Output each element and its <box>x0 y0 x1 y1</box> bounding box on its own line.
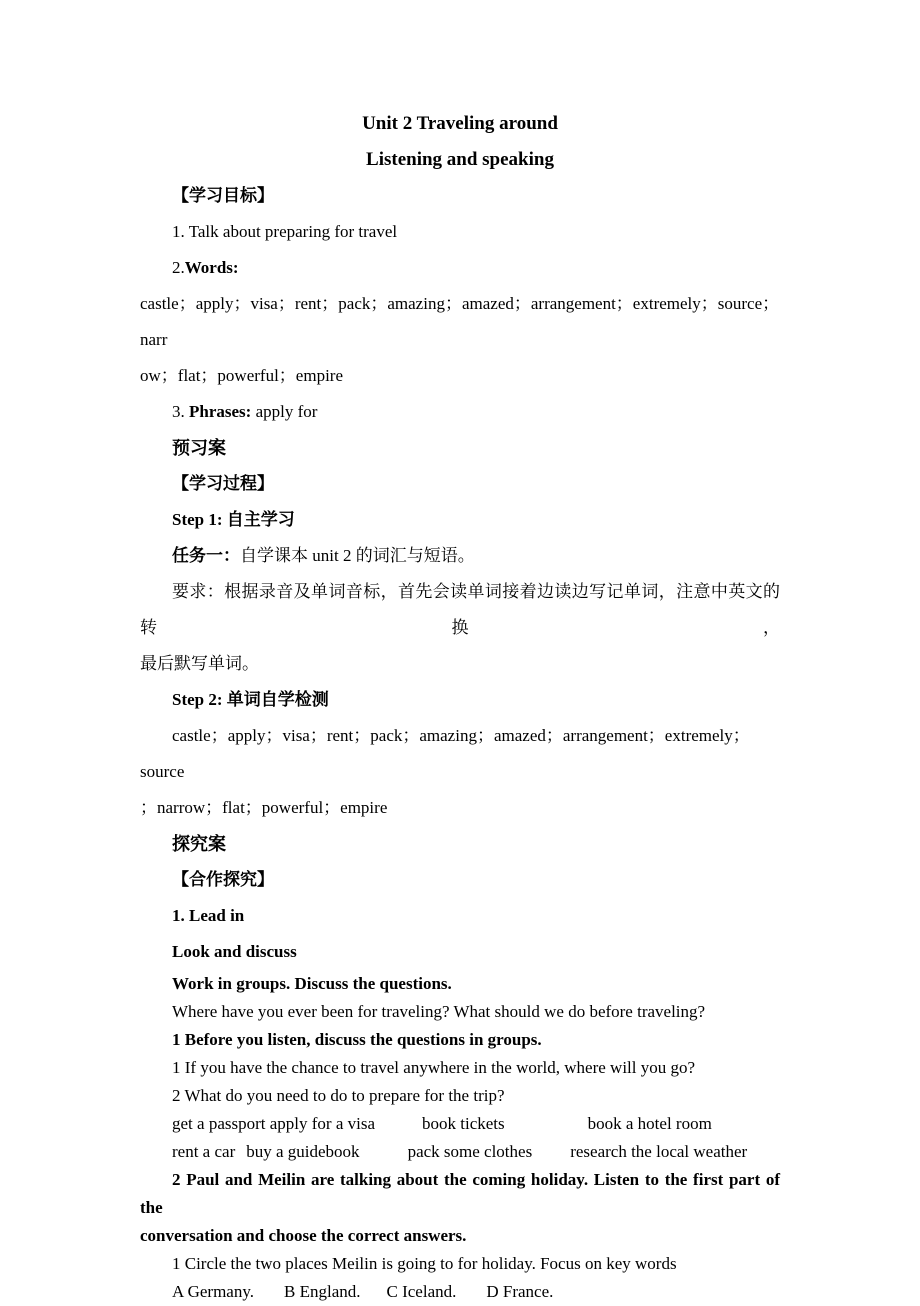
look-and-discuss-heading: Look and discuss <box>172 942 297 961</box>
prep-option: pack some clothes <box>407 1142 533 1161</box>
prep-option: research the local weather <box>570 1142 748 1161</box>
goal-3-label: Phrases: <box>189 402 252 421</box>
prep-option: book a hotel room <box>587 1114 712 1133</box>
requirement-line-2: 最后默写单词。 <box>140 654 259 673</box>
inquiry-case-header: 探究案 <box>172 834 226 854</box>
prep-option: rent a car <box>172 1142 236 1161</box>
preview-case-header: 预习案 <box>172 438 226 458</box>
goal-3-number: 3. <box>172 402 189 421</box>
work-in-groups-heading: Work in groups. Discuss the questions. <box>172 974 452 993</box>
before-listen-heading: 1 Before you listen, discuss the questions in groups. <box>172 1030 542 1049</box>
goals-header: 【学习目标】 <box>172 186 274 205</box>
option-b: B England. <box>284 1282 361 1301</box>
goal-item-3 <box>140 394 780 430</box>
question-1: 1 If you have the chance to travel anywhere in the world, where will you go? <box>172 1058 696 1077</box>
requirement-line-1: 要求：根据录音及单词音标，首先会读单词接着边读边写记单词，注意中英文的转换， <box>140 582 780 637</box>
question-2: 2 What do you need to do to prepare for the trip? <box>172 1086 505 1105</box>
option-d: D France. <box>486 1282 554 1301</box>
goal-item-1: 1. Talk about preparing for travel <box>172 222 398 241</box>
discussion-question: Where have you ever been for traveling? What should we do before traveling? <box>172 1002 706 1021</box>
step-2-heading: Step 2: 单词自学检测 <box>172 690 329 709</box>
word-list-line-1: castle；apply；visa；rent；pack；amazing；amazed；arrangement；extremely；source；narr <box>140 294 780 349</box>
goal-2-number: 2. <box>172 258 185 277</box>
task-1-text: 自学课本 unit 2 的词汇与短语。 <box>240 546 475 565</box>
listening-task-line-1: 2 Paul and Meilin are talking about the coming holiday. Listen to the first part of the <box>140 1170 780 1217</box>
task-1-line <box>140 538 780 574</box>
process-header: 【学习过程】 <box>172 474 274 493</box>
prep-option: get a passport apply for a visa <box>172 1114 375 1133</box>
prep-options-row-1 <box>140 1110 780 1138</box>
step-1-heading: Step 1: 自主学习 <box>172 510 295 529</box>
lead-in-heading: 1. Lead in <box>172 906 245 925</box>
option-a: A Germany. <box>172 1282 254 1301</box>
goal-3-text: apply for <box>251 402 318 421</box>
circle-task: 1 Circle the two places Meilin is going to for holiday. Focus on key words <box>172 1254 677 1273</box>
task-1-label: 任务一： <box>172 546 240 565</box>
goal-item-2 <box>140 250 780 286</box>
word-check-line-1: castle；apply；visa；rent；pack；amazing；amazed；arrangement；extremely；source <box>140 726 750 781</box>
cooperation-header: 【合作探究】 <box>172 870 274 889</box>
listening-task-line-2: conversation and choose the correct answers. <box>140 1226 467 1245</box>
prep-options-row-2 <box>140 1138 780 1166</box>
word-check-line-2: ；narrow；flat；powerful；empire <box>140 798 388 817</box>
prep-option: buy a guidebook <box>246 1142 360 1161</box>
doc-subtitle: Listening and speaking <box>366 149 554 170</box>
prep-option: book tickets <box>422 1114 505 1133</box>
word-list-line-2: ow；flat；powerful；empire <box>140 366 343 385</box>
doc-title: Unit 2 Traveling around <box>362 113 558 134</box>
goal-2-label: Words: <box>184 258 239 277</box>
option-c: C Iceland. <box>386 1282 457 1301</box>
